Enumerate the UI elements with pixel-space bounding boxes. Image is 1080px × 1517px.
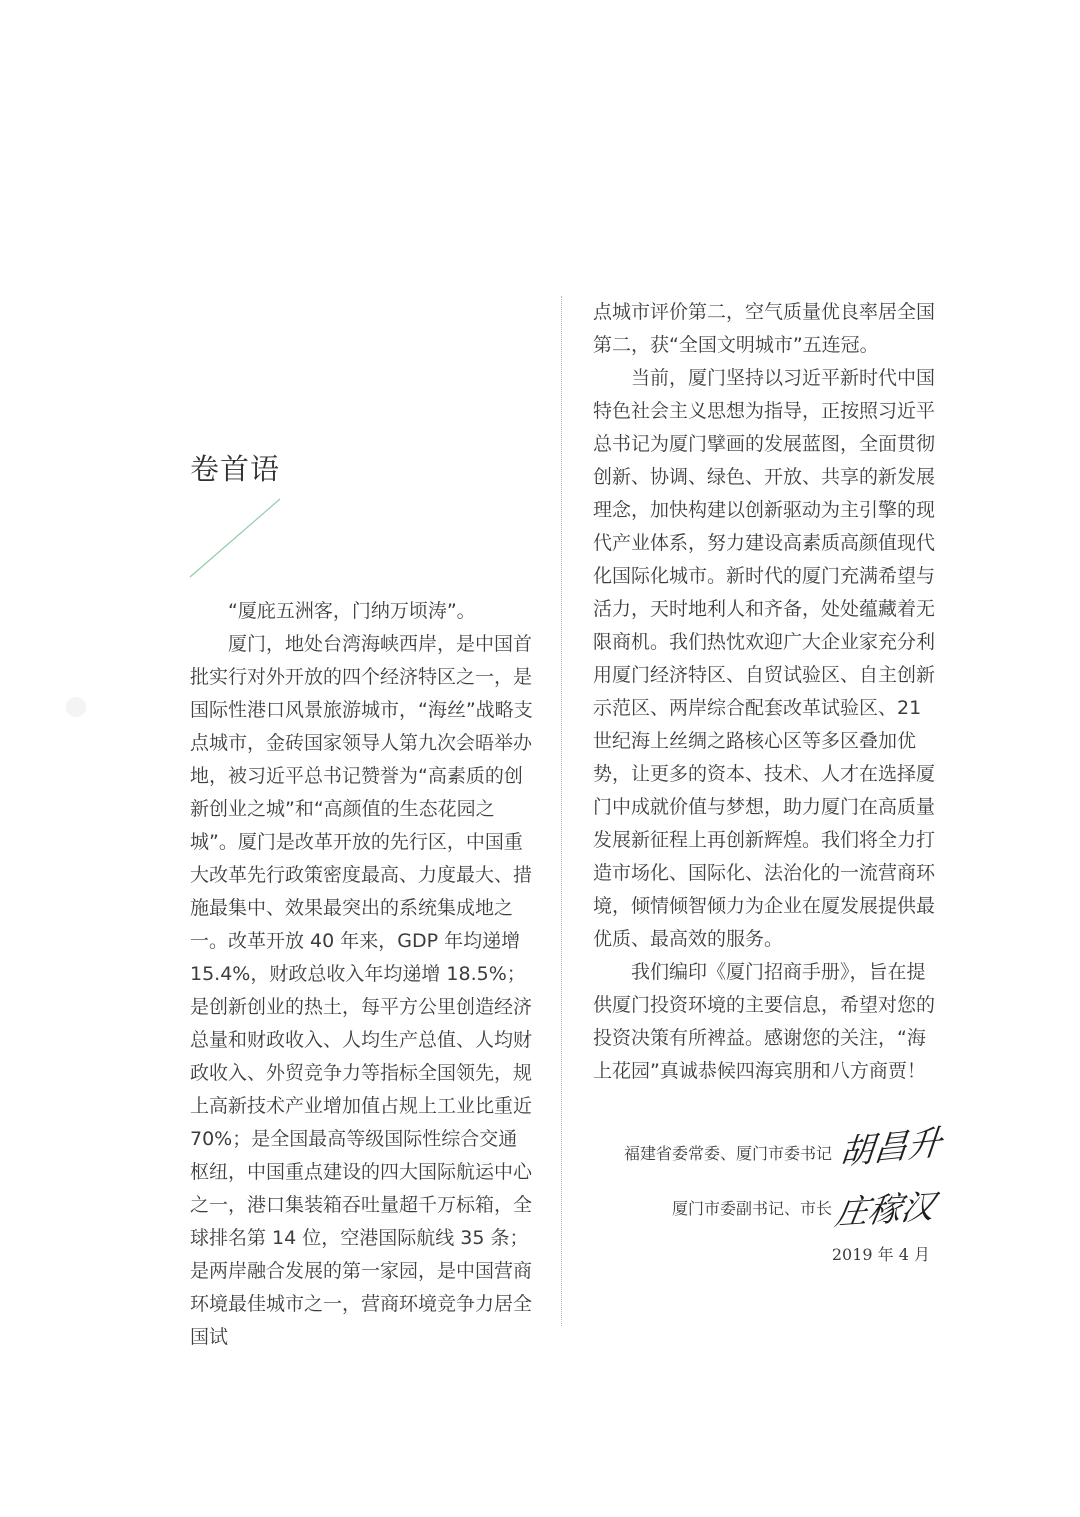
handwritten-signature: 胡昌升: [837, 1122, 944, 1174]
paragraph: 当前，厦门坚持以习近平新时代中国特色社会主义思想为指导，正按照习近平总书记为厦门擘画的发展蓝图，全面贯彻创新、协调、绿色、开放、共享的新发展理念，加快构建以创新驱动为主引擎的现代产业体系，努力建设高素质高颜值现代化国际化城市。新时代的厦门充满希望与活力，天时地利人和齐备，处处蕴藏着无限商机。我们热忱欢迎广大企业家充分利用厦门经济特区、自贸试验区、自主创新示范区、两岸综合配套改革试验区、21 世纪海上丝绸之路核心区等多区叠加优势，让更多的资本、技术、人才在选择厦门中成就价值与梦想，助力厦门在高质量发展新征程上再创新辉煌。我们将全力打造市场化、国际化、法治化的一流营商环境，倾情倾智倾力为企业在厦发展提供最优质、最高效的服务。: [593, 367, 936, 950]
column-divider: [561, 296, 562, 1326]
paragraph: “厦庇五洲客，门纳万顷涛”。: [228, 600, 476, 622]
left-text-column: [190, 595, 535, 1354]
signature-date: 2019 年 4 月: [831, 1245, 930, 1264]
paragraph: 点城市评价第二，空气质量优良率居全国第二，获“全国文明城市”五连冠。: [593, 301, 936, 356]
handwritten-signature: 庄稼汉: [832, 1186, 939, 1233]
paragraph: 厦门，地处台湾海峡西岸，是中国首批实行对外开放的四个经济特区之一，是国际性港口风景旅游城市，“海丝”战略支点城市，金砖国家领导人第九次会晤举办地，被习近平总书记赞誉为“高素质的创新创业之城”和“高颜值的生态花园之城”。厦门是改革开放的先行区，中国重大改革先行政策密度最高、力度最大、措施最集中、效果最突出的系统集成地之一。改革开放 40 年来，GDP 年均递增 15.4%，财政总收入年均递增 18.5%；是创新创业的热土，每平方公里创造经济总量和财政收入、人均生产总值、人均财政收入、外贸竞争力等指标全国领先，规上高新技术产业增加值占规上工业比重近 70%；是全国最高等级国际性综合交通枢纽，中国重点建设的四大国际航运中心之一，港口集装箱吞吐量超千万标箱，全球排名第 14 位，空港国际航线 35 条；是两岸融合发展的第一家园，是中国营商环境最佳城市之一，营商环境竞争力居全国试: [190, 633, 533, 1348]
signatory-title-party-secretary: 福建省委常委、厦门市委书记: [623, 1144, 832, 1163]
right-text-column: [593, 296, 938, 1088]
paragraph: 我们编印《厦门招商手册》，旨在提供厦门投资环境的主要信息，希望对您的投资决策有所裨益。感谢您的关注，“海上花园”真诚恭候四海宾朋和八方商贾！: [593, 961, 936, 1082]
decorative-diagonal-line: [188, 497, 284, 579]
signatory-title-mayor: 厦门市委副书记、市长: [671, 1199, 832, 1218]
margin-spot: [66, 697, 86, 717]
page-title: 卷首语: [190, 452, 281, 486]
